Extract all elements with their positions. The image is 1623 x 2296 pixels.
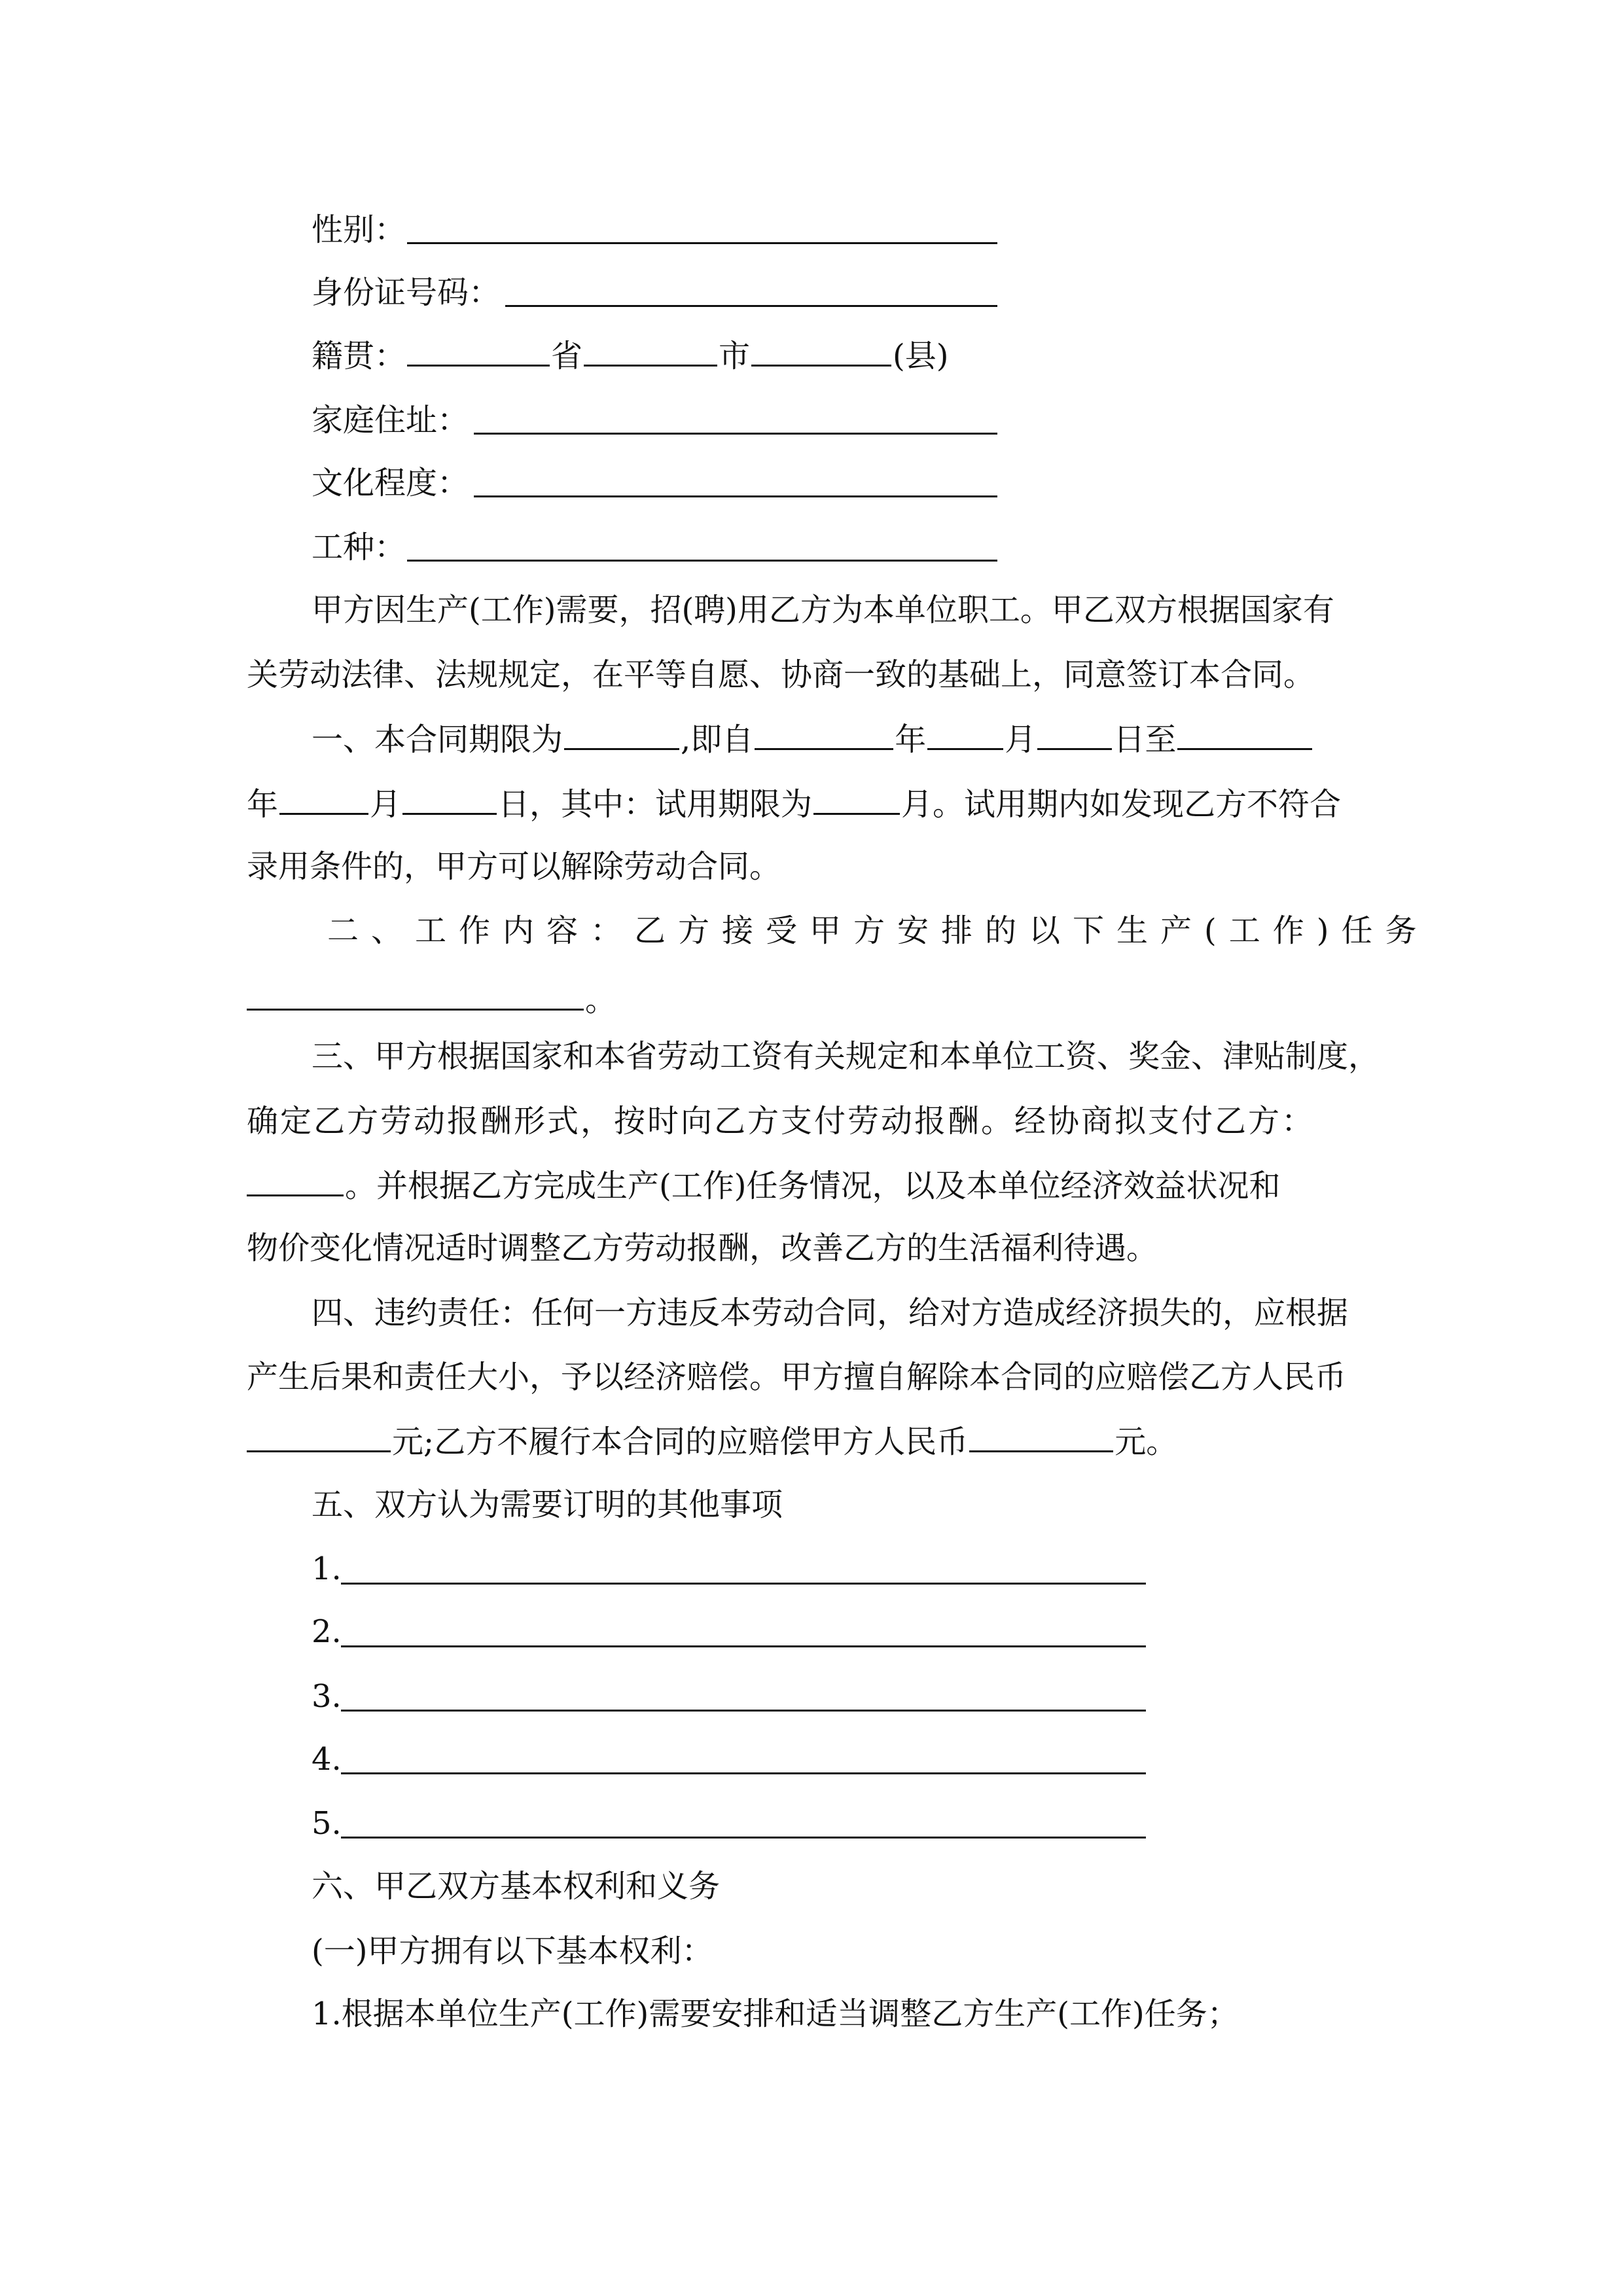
term-clause-line-1	[312, 719, 1313, 759]
party-b-compensation-blank[interactable]	[969, 1422, 1113, 1452]
other-matter-item-4	[312, 1740, 342, 1779]
province-label: 省	[551, 338, 583, 374]
work-task-blank[interactable]	[247, 980, 584, 1011]
address-label: 家庭住址：	[312, 402, 469, 439]
probation-text: 日，其中：试用期限为	[498, 786, 813, 823]
month-text: 月	[1005, 721, 1037, 758]
start-year-blank[interactable]	[755, 719, 893, 750]
education-field-row	[312, 463, 469, 503]
end-year-blank[interactable]	[1177, 719, 1312, 750]
pay-adjust-text: 。并根据乙方完成生产(工作)任务情况，以及本单位经济效益状况和	[345, 1168, 1281, 1204]
address-input-line[interactable]	[474, 433, 997, 435]
rights-duties-title: 六、甲乙双方基本权利和义务	[312, 1868, 721, 1905]
job-type-field-row	[312, 528, 406, 567]
job-type-label: 工种：	[312, 529, 406, 565]
probation-months-blank[interactable]	[813, 784, 900, 815]
intro-line-1: 甲方因生产(工作)需要，招(聘)用乙方为本单位职工。甲乙双方根据国家有	[312, 592, 1334, 628]
other-matter-item-3	[312, 1677, 342, 1716]
end-month-blank[interactable]	[279, 784, 368, 815]
party-a-rights-subtitle: (一)甲方拥有以下基本权利：	[312, 1933, 713, 1969]
intro-line-2: 关劳动法律、法规规定，在平等自愿、协商一致的基础上，同意签订本合同。	[247, 656, 1315, 693]
liability-line-2: 产生后果和责任大小，予以经济赔偿。甲方擅自解除本合同的应赔偿乙方人民币	[247, 1359, 1347, 1395]
gender-field-row	[312, 210, 406, 249]
id-number-label: 身份证号码：	[312, 274, 501, 311]
other-matter-item-1	[312, 1549, 342, 1588]
probation-condition-text: 月。试用期内如发现乙方不符合	[901, 786, 1342, 823]
compensation-text: 元;乙方不履行本合同的应赔偿甲方人民币	[392, 1424, 969, 1460]
city-blank[interactable]	[584, 336, 717, 367]
period-text: 。	[585, 982, 617, 1018]
other-matter-3-line[interactable]	[341, 1710, 1146, 1712]
native-place-label: 籍贯：	[312, 338, 406, 374]
term-clause-line-2	[247, 784, 1341, 823]
pay-clause-line-3	[247, 1166, 1280, 1205]
pay-clause-line-4: 物价变化情况适时调整乙方劳动报酬，改善乙方的生活福利待遇。	[247, 1230, 1158, 1266]
education-label: 文化程度：	[312, 465, 469, 501]
item-number: 2.	[312, 1613, 342, 1650]
month-text: 月	[370, 786, 402, 823]
other-matter-4-line[interactable]	[341, 1772, 1146, 1774]
year-text: 年	[247, 786, 279, 823]
item-number: 1.	[312, 1551, 342, 1587]
county-label: (县)	[893, 338, 949, 374]
party-a-compensation-blank[interactable]	[247, 1422, 391, 1452]
native-place-field-row	[312, 336, 949, 375]
other-matter-item-5	[312, 1804, 342, 1843]
item-number: 3.	[312, 1678, 342, 1715]
work-content-line-1: 二、工作内容：乙方接受甲方安排的以下生产(工作)任务	[327, 912, 1429, 949]
party-a-right-item-1: 1.根据本单位生产(工作)需要安排和适当调整乙方生产(工作)任务；	[312, 1996, 1239, 2032]
other-matters-title: 五、双方认为需要订明的其他事项	[312, 1486, 783, 1523]
item-number: 5.	[312, 1805, 342, 1842]
term-clause-line-3: 录用条件的，甲方可以解除劳动合同。	[247, 848, 781, 885]
other-matter-1-line[interactable]	[341, 1583, 1146, 1585]
yuan-text: 元。	[1115, 1424, 1178, 1460]
start-month-blank[interactable]	[927, 719, 1003, 750]
education-input-line[interactable]	[474, 495, 997, 497]
liability-line-1: 四、违约责任：任何一方违反本劳动合同，给对方造成经济损失的，应根据	[312, 1295, 1349, 1331]
pay-amount-blank[interactable]	[247, 1166, 344, 1196]
id-number-input-line[interactable]	[505, 305, 997, 307]
job-type-input-line[interactable]	[407, 560, 997, 562]
gender-input-line[interactable]	[407, 242, 997, 244]
city-label: 市	[719, 338, 751, 374]
other-matter-item-2	[312, 1612, 342, 1651]
address-field-row	[312, 401, 469, 440]
end-day-blank[interactable]	[402, 784, 497, 815]
other-matter-2-line[interactable]	[341, 1645, 1146, 1647]
term-blank[interactable]	[564, 719, 679, 750]
province-blank[interactable]	[407, 336, 550, 367]
year-text: 年	[895, 721, 927, 758]
from-text: ,即自	[681, 721, 754, 758]
item-number: 4.	[312, 1741, 342, 1778]
pay-clause-line-2: 确定乙方劳动报酬形式，按时向乙方支付劳动报酬。经协商拟支付乙方：	[247, 1103, 1315, 1139]
county-blank[interactable]	[751, 336, 891, 367]
work-content-line-2	[247, 980, 616, 1019]
to-text: 日至	[1113, 721, 1177, 758]
term-text: 一、本合同期限为	[312, 721, 563, 758]
pay-clause-line-1: 三、甲方根据国家和本省劳动工资有关规定和本单位工资、奖金、津贴制度，	[312, 1038, 1380, 1075]
gender-label: 性别：	[312, 211, 406, 248]
liability-line-3	[247, 1422, 1177, 1461]
start-day-blank[interactable]	[1037, 719, 1112, 750]
id-number-field-row	[312, 273, 500, 312]
other-matter-5-line[interactable]	[341, 1837, 1146, 1839]
